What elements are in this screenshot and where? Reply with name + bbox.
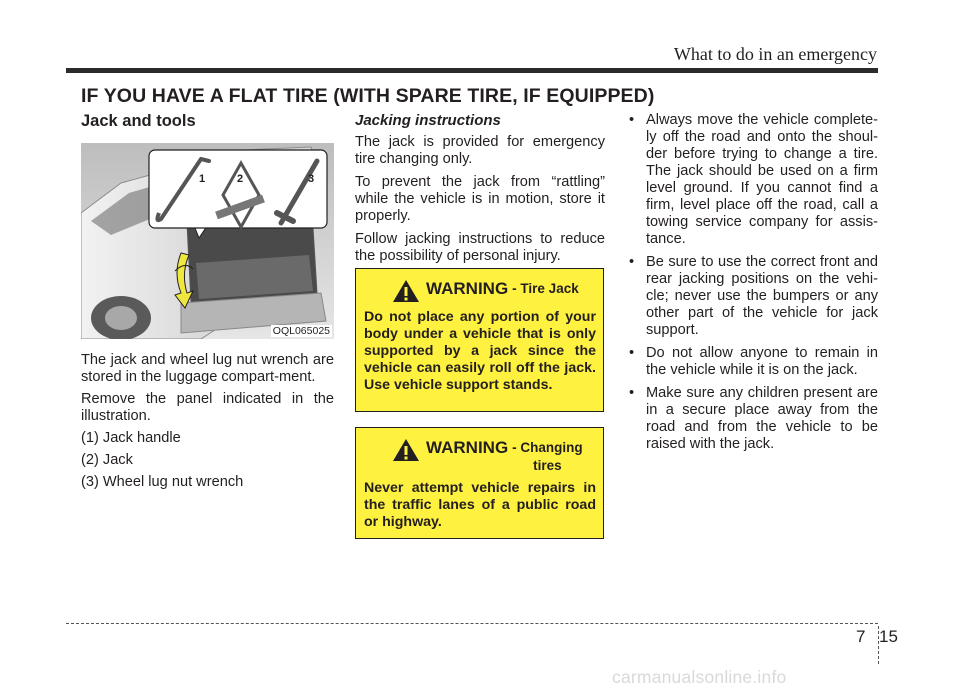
callout-number-1: 1 [199,173,206,185]
warning-text: Never attempt vehicle repairs in the traffic lanes of a public road or highway. [364,480,596,530]
warning-box-changing-tires [355,427,604,539]
chapter-number: 7 [856,627,866,646]
bullet-item: • Be sure to use the correct front and rear jacking positions on the vehi-cle; never use the bumpers or any other part of the vehicle for jack support. [629,254,878,338]
jacking-paragraph-3: Follow jacking instructions to reduce the possibility of personal injury. [355,231,605,264]
warning-subtitle-line-2: tires [533,458,562,473]
jack-and-tools-heading: Jack and tools [81,112,196,130]
callout-number-3: 3 [308,173,315,185]
page-number: 15 [879,627,898,646]
warning-box-tire-jack [355,268,604,412]
item-wheel-lug-nut-wrench: (3) Wheel lug nut wrench [81,474,244,490]
illustration-code: OQL065025 [272,325,330,337]
section-title: IF YOU HAVE A FLAT TIRE (WITH SPARE TIRE, IF EQUIPPED) [81,85,655,107]
item-jack: (2) Jack [81,452,133,468]
item-jack-handle: (1) Jack handle [81,430,181,446]
warning-word: WARNING [426,438,509,457]
left-column [81,112,334,496]
jacking-instructions-heading: Jacking instructions [355,112,501,129]
middle-column [355,112,605,271]
jack-tools-text [81,352,334,491]
callout-number-2: 2 [237,173,244,185]
warning-subtitle: - Tire Jack [512,281,579,296]
bullet-item: • Do not allow anyone to remain in the vehicle while it is on the jack. [629,345,878,378]
warning-triangle-icon [392,438,420,462]
vehicle-rear-drawing [81,143,334,339]
warning-triangle-icon [392,279,420,303]
storage-paragraph: The jack and wheel lug nut wrench are stored in the luggage compart-ment. [81,352,334,385]
warning-subtitle-line-1: - Changing [512,440,583,455]
right-column [629,112,878,459]
bullet-item: • Make sure any children present are in a secure place away from the road and from the vehicle to be raised with the jack. [629,385,878,452]
bullet-item: • Always move the vehicle complete-ly off the road and onto the shoul-der before trying to change a tire. The jack should be used on a firm level ground. If you cannot find a firm, level place off the road, call a towing service company for assis-tance. [629,112,878,247]
warning-text: Do not place any portion of your body under a vehicle that is only supported by a jack since the vehicle can easily roll off the jack. Use vehicle support stands. [364,309,596,393]
remove-panel-paragraph: Remove the panel indicated in the illustration. [81,391,334,424]
jacking-paragraph-2: To prevent the jack from “rattling” while the vehicle is in motion, store it properly. [355,174,605,224]
luggage-compartment-illustration [81,143,334,339]
footer-rule [66,623,878,624]
jacking-paragraph-1: The jack is provided for emergency tire changing only. [355,134,605,167]
warning-word: WARNING [426,279,509,298]
watermark: carmanualsonline.info [612,667,787,687]
running-header-title: What to do in an emergency [673,44,877,64]
header-rule [66,68,878,73]
